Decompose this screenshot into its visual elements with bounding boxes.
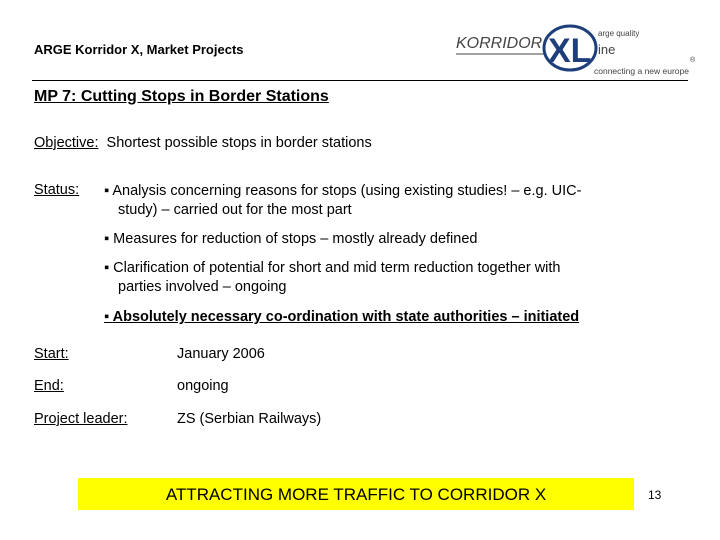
logo-registered: ® bbox=[690, 57, 696, 64]
header-org: ARGE Korridor X, Market Projects bbox=[34, 42, 244, 57]
status-item-1 bbox=[104, 182, 644, 220]
status-item-1-line2: study) – carried out for the most part bbox=[118, 202, 352, 218]
page-title: MP 7: Cutting Stops in Border Stations bbox=[34, 88, 329, 105]
start-label: Start: bbox=[34, 346, 69, 362]
status-item-2-line1: Measures for reduction of stops – mostly already defined bbox=[113, 231, 478, 247]
logo-tagline: connecting a new europe bbox=[594, 66, 689, 76]
logo-mark: XL bbox=[548, 32, 592, 70]
footer-banner: ATTRACTING MORE TRAFFIC TO CORRIDOR X bbox=[78, 478, 634, 510]
header-divider bbox=[32, 80, 688, 81]
logo-line2: ine bbox=[598, 42, 616, 57]
status-item-1-line1: Analysis concerning reasons for stops (using existing studies! – e.g. UIC- bbox=[112, 183, 582, 199]
bullet-marker: ▪ bbox=[104, 231, 110, 247]
korridor-xl-logo bbox=[452, 22, 702, 78]
project-leader-value: ZS (Serbian Railways) bbox=[177, 411, 322, 427]
status-label: Status: bbox=[34, 182, 80, 198]
logo-word-left: KORRIDOR bbox=[456, 35, 543, 52]
status-item-4-line1: Absolutely necessary co-ordination with state authorities – initiated bbox=[112, 309, 580, 325]
start-value: January 2006 bbox=[177, 346, 265, 362]
status-item-3-line2: parties involved – ongoing bbox=[118, 279, 287, 295]
status-item-3 bbox=[104, 259, 664, 297]
end-label: End: bbox=[34, 378, 64, 394]
bullet-marker: ▪ bbox=[104, 183, 110, 199]
bullet-marker: ▪ bbox=[104, 260, 110, 276]
status-item-4 bbox=[104, 308, 664, 327]
status-item-3-line1: Clarification of potential for short and mid term reduction together with bbox=[113, 260, 561, 276]
objective-label: Objective: bbox=[34, 135, 99, 151]
bullet-marker: ▪ bbox=[104, 309, 110, 325]
page-number: 13 bbox=[648, 488, 662, 502]
logo-line1: arge quality bbox=[598, 29, 640, 38]
status-item-2 bbox=[104, 230, 664, 249]
objective-row bbox=[34, 135, 372, 151]
project-leader-label: Project leader: bbox=[34, 411, 128, 427]
objective-text: Shortest possible stops in border stations bbox=[106, 135, 372, 151]
end-value: ongoing bbox=[177, 378, 229, 394]
